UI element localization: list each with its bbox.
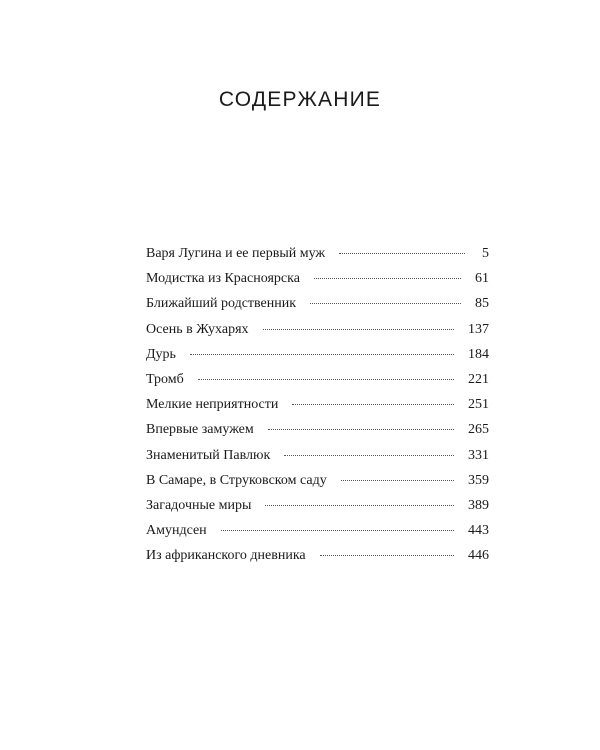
dot-leader: [284, 455, 454, 456]
toc-page-number: 359: [468, 472, 489, 488]
toc-page-number: 221: [468, 371, 489, 387]
toc-entry: [146, 523, 489, 548]
page-title: СОДЕРЖАНИЕ: [218, 88, 382, 111]
toc-entry: [146, 246, 489, 271]
toc-entry-title: Амундсен: [146, 523, 207, 539]
toc-entry-title: Тромб: [146, 371, 184, 387]
toc-entry: [146, 473, 489, 498]
dot-leader: [263, 329, 454, 330]
toc-page-number: 5: [482, 246, 489, 261]
toc-entry-title: Осень в Жухарях: [146, 321, 249, 337]
dot-leader: [320, 555, 454, 556]
toc-entry: [146, 548, 489, 573]
toc-entry: [146, 448, 489, 473]
toc-entry: [146, 322, 489, 347]
dot-leader: [310, 303, 461, 304]
toc-page-number: 443: [468, 523, 489, 539]
toc-page-number: 265: [468, 422, 489, 438]
toc-entry: [146, 397, 489, 422]
toc-entry: [146, 422, 489, 447]
toc-page-number: 137: [468, 321, 489, 337]
toc-entry-title: Ближайший родственник: [146, 296, 297, 312]
toc-page-number: 389: [468, 497, 489, 513]
dot-leader: [339, 253, 465, 254]
toc-entry-title: Дурь: [146, 346, 176, 362]
toc-entry: [146, 347, 489, 372]
toc-page-number: 184: [468, 346, 489, 362]
toc-entry-title: Варя Лугина и ее первый муж: [146, 246, 326, 261]
toc-entry-title: Загадочные миры: [146, 497, 252, 513]
toc-entry-title: Модистка из Красноярска: [146, 271, 300, 287]
toc-page-number: 446: [468, 548, 489, 564]
toc-page-number: 251: [468, 397, 489, 413]
dot-leader: [265, 505, 454, 506]
toc-entry: [146, 372, 489, 397]
dot-leader: [341, 480, 454, 481]
toc-entry-title: В Самаре, в Струковском саду: [146, 472, 327, 488]
toc-entry: [146, 271, 489, 296]
toc-page-number: 85: [475, 296, 489, 312]
toc-page-number: 61: [475, 271, 489, 287]
table-of-contents: [146, 246, 489, 573]
toc-entry-title: Знаменитый Павлюк: [146, 447, 271, 463]
toc-entry-title: Из африканского дневника: [146, 548, 306, 564]
dot-leader: [190, 354, 454, 355]
toc-entry: [146, 296, 489, 321]
dot-leader: [221, 530, 454, 531]
toc-entry-title: Впервые замужем: [146, 422, 254, 438]
toc-entry-title: Мелкие неприятности: [146, 397, 279, 413]
dot-leader: [292, 404, 454, 405]
toc-page-number: 331: [468, 447, 489, 463]
dot-leader: [314, 278, 461, 279]
dot-leader: [268, 429, 454, 430]
toc-entry: [146, 498, 489, 523]
dot-leader: [198, 379, 454, 380]
